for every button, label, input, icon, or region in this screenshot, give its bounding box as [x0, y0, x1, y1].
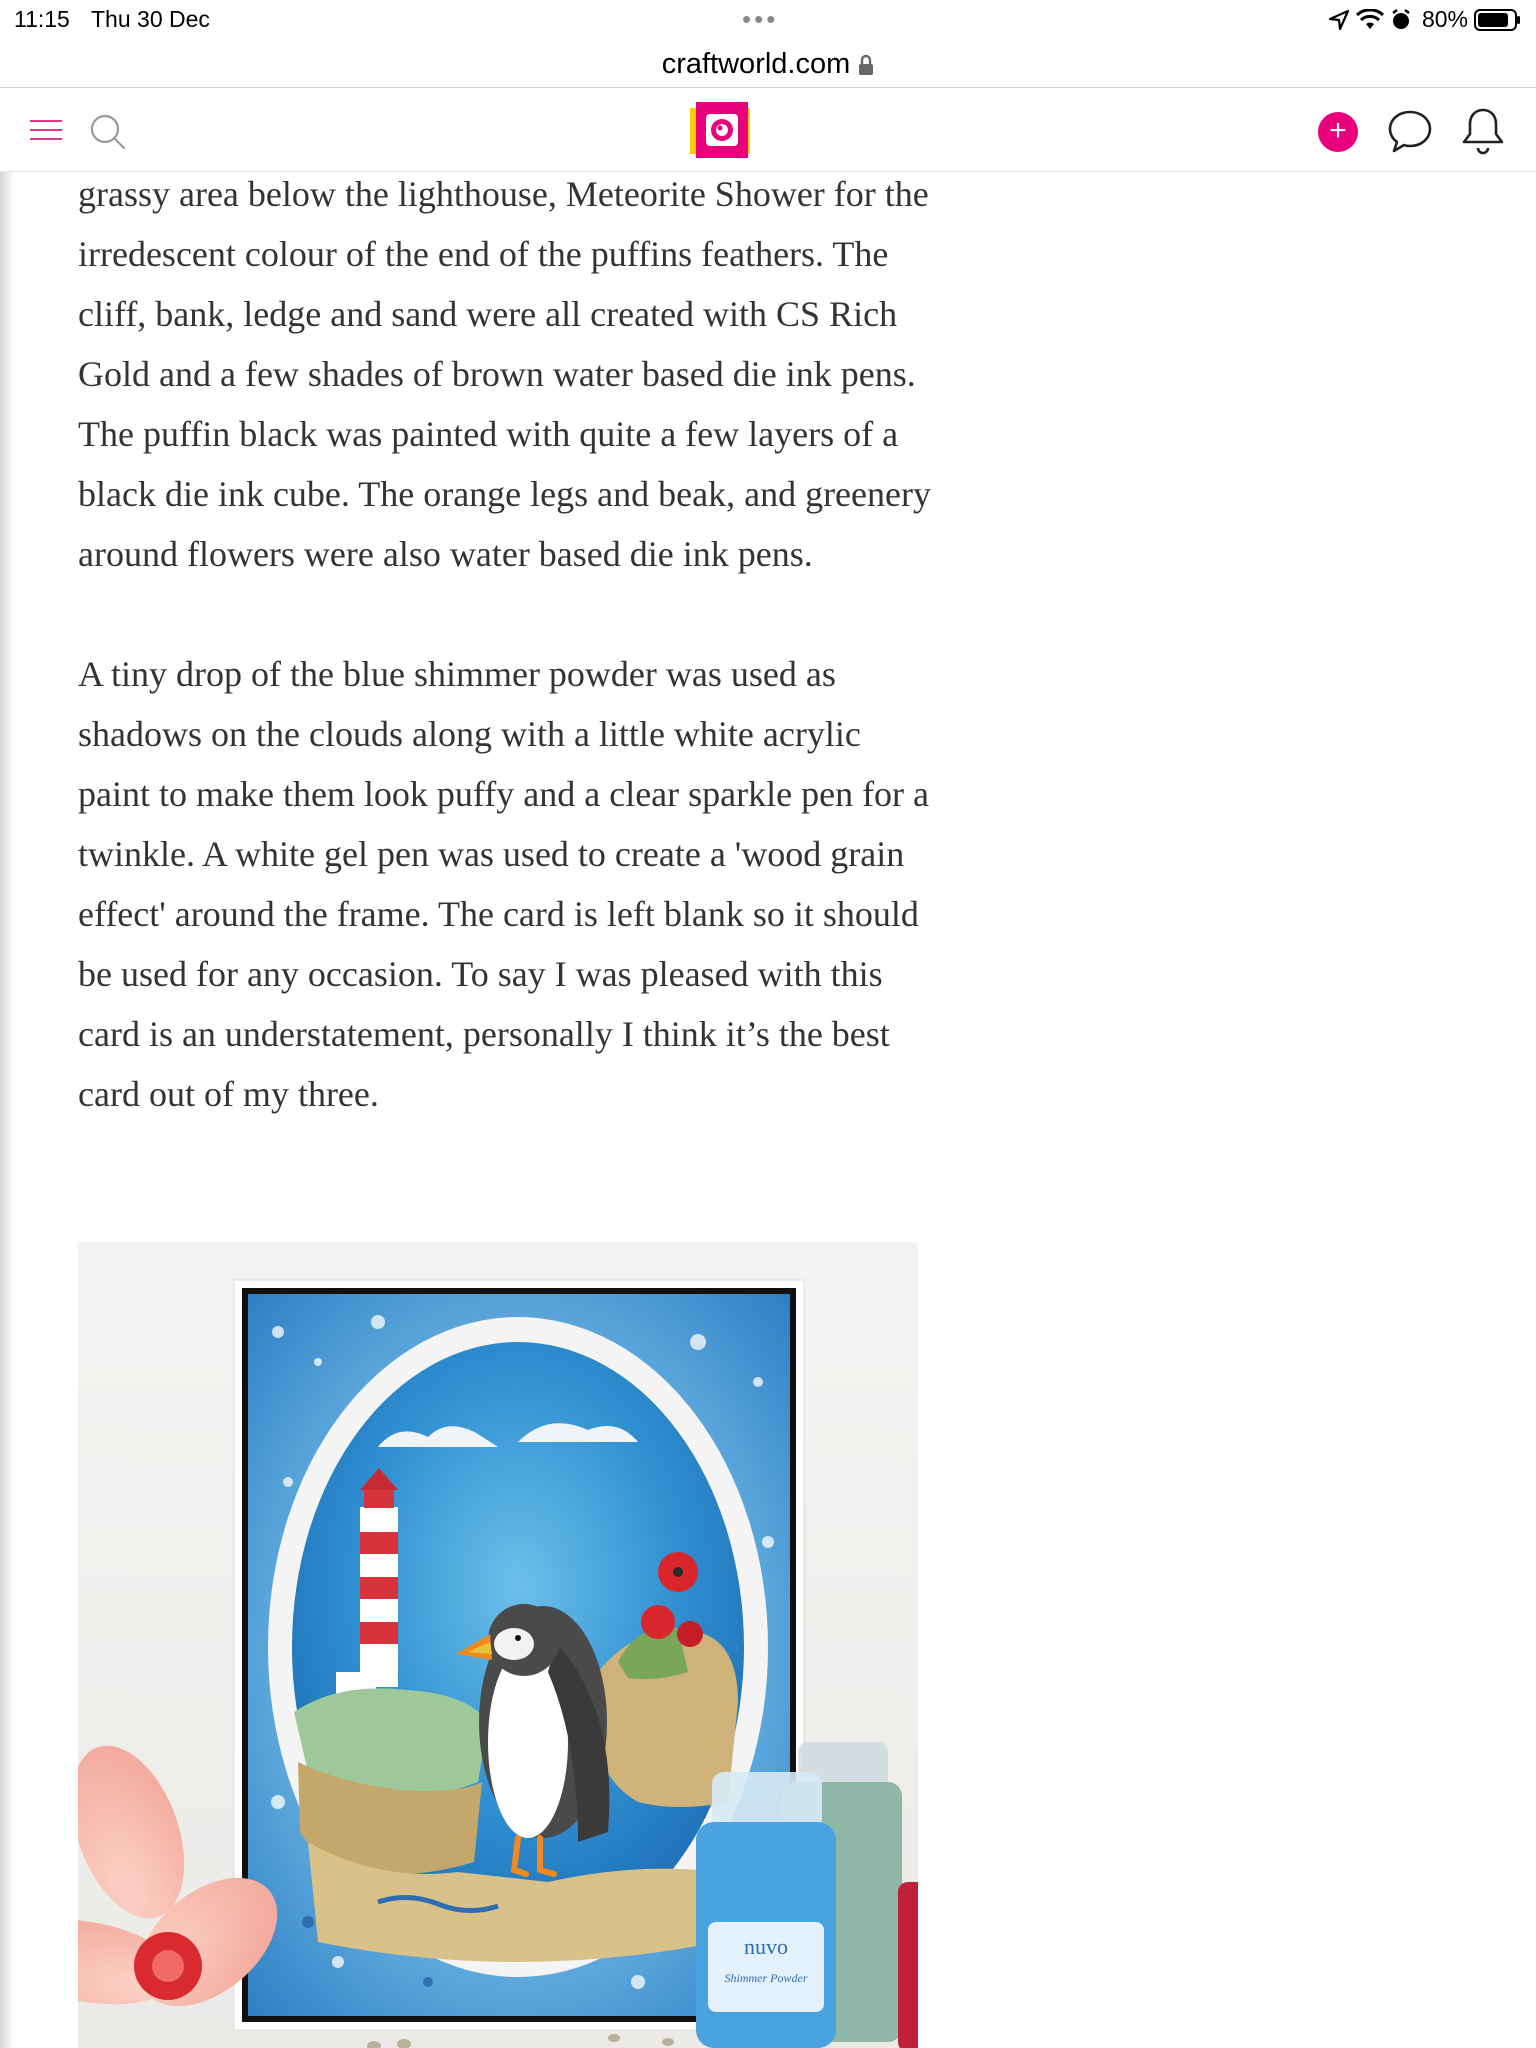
- wifi-icon: [1356, 9, 1384, 31]
- add-button[interactable]: +: [1318, 112, 1358, 152]
- alarm-icon: [1390, 9, 1412, 31]
- multitasking-dots[interactable]: •••: [742, 4, 779, 34]
- menu-icon[interactable]: [30, 120, 62, 142]
- url-text[interactable]: craftworld.com: [661, 48, 851, 80]
- bottle-brand: nuvo: [744, 1934, 788, 1959]
- site-header: [0, 90, 1536, 172]
- chat-icon[interactable]: [1386, 108, 1434, 154]
- craftworld-logo[interactable]: [690, 102, 754, 160]
- lock-icon: [858, 54, 874, 76]
- article-paragraph: grassy area below the lighthouse, Meteorite Shower for the irredescent colour of the end of the puffins feathers. The cliff, bank, ledge and sand were all created with CS Rich Gold and a few shades of brown water based die ink pens. The puffin black was painted with quite a few layers of a black die ink cube. The orange legs and beak, and greenery around flowers were also water based die ink pens.: [78, 174, 931, 574]
- article-paragraph: A tiny drop of the blue shimmer powder was used as shadows on the clouds along with a little white acrylic paint to make them look puffy and a clear sparkle pen for a twinkle. A white gel pen was used to create a 'wood grain effect' around the frame. The card is left blank so it should be used for any occasion. To say I was pleased with this card is an understatement, personally I think it’s the best card out of my three.: [78, 654, 930, 1114]
- notifications-icon[interactable]: [1460, 106, 1506, 156]
- status-indicators: [1328, 6, 1522, 33]
- location-icon: [1328, 9, 1350, 31]
- article-body: [78, 164, 938, 1184]
- status-date: Thu 30 Dec: [91, 6, 210, 32]
- page-edge-shadow: [0, 172, 14, 2048]
- battery-percentage: 80%: [1421, 6, 1468, 32]
- battery-icon: [1474, 8, 1522, 32]
- card-photo[interactable]: [78, 1242, 918, 2048]
- address-bar[interactable]: [0, 42, 1536, 88]
- status-time: 11:15: [14, 6, 70, 32]
- bottle-label: Shimmer Powder: [724, 1971, 808, 1985]
- card-illustration: [78, 1242, 918, 2048]
- search-icon[interactable]: [88, 112, 128, 152]
- status-bar: [0, 0, 1536, 40]
